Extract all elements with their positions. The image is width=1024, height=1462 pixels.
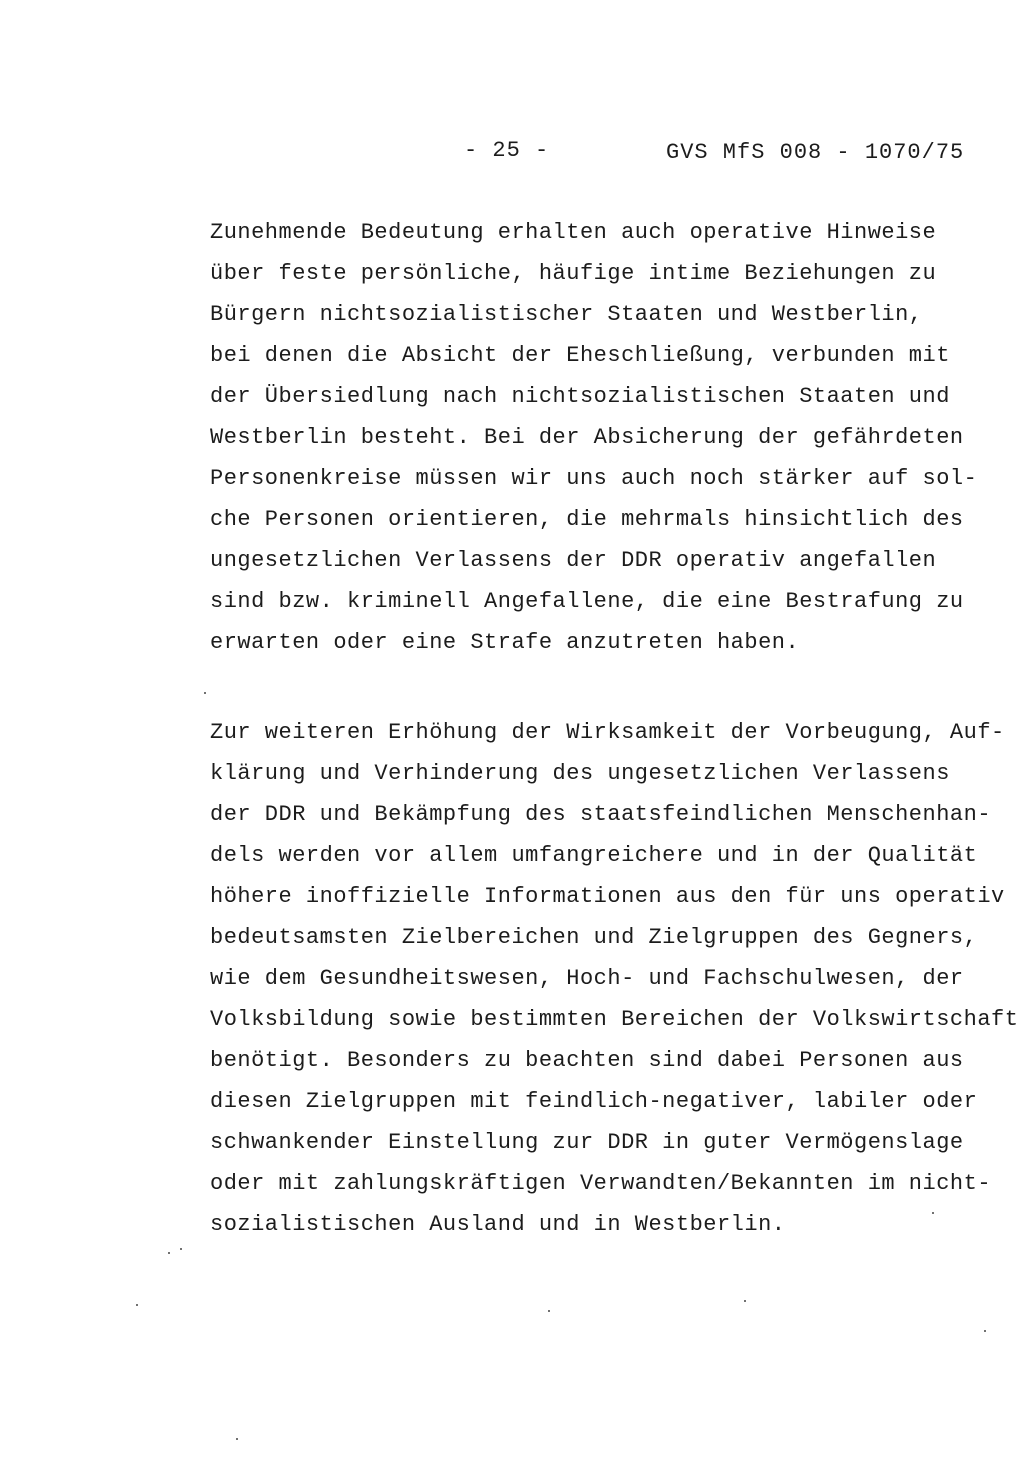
text-line: diesen Zielgruppen mit feindlich-negativer, labiler oder [210, 1089, 978, 1114]
text-line: über feste persönliche, häufige intime Beziehungen zu [210, 261, 937, 286]
scan-speck [744, 1300, 746, 1302]
text-line: Zunehmende Bedeutung erhalten auch operative Hinweise [210, 220, 937, 245]
paragraph-1 [210, 212, 980, 663]
text-line: bei denen die Absicht der Eheschließung, verbunden mit [210, 343, 950, 368]
text-line: wie dem Gesundheitswesen, Hoch- und Fachschulwesen, der [210, 966, 964, 991]
scan-speck [236, 1438, 238, 1440]
scan-speck [180, 1248, 182, 1250]
text-line: che Personen orientieren, die mehrmals hinsichtlich des [210, 507, 964, 532]
document-reference: GVS MfS 008 - 1070/75 [666, 140, 965, 165]
scan-speck [984, 1330, 986, 1332]
text-line: Zur weiteren Erhöhung der Wirksamkeit der Vorbeugung, Auf- [210, 720, 1005, 745]
scan-speck [136, 1304, 138, 1306]
text-line: Volksbildung sowie bestimmten Bereichen der Volkswirtschaft [210, 1007, 1019, 1032]
text-line: Westberlin besteht. Bei der Absicherung der gefährdeten [210, 425, 964, 450]
text-line: oder mit zahlungskräftigen Verwandten/Bekannten im nicht- [210, 1171, 992, 1196]
text-line: erwarten oder eine Strafe anzutreten haben. [210, 630, 800, 655]
text-line: schwankender Einstellung zur DDR in guter Vermögenslage [210, 1130, 964, 1155]
text-line: sozialistischen Ausland und in Westberlin. [210, 1212, 786, 1237]
scan-speck [548, 1310, 550, 1312]
page-number: - 25 - [464, 138, 550, 163]
text-line: Bürgern nichtsozialistischer Staaten und Westberlin, [210, 302, 923, 327]
text-line: höhere inoffizielle Informationen aus den für uns operativ [210, 884, 1005, 909]
paragraph-2 [210, 712, 1019, 1245]
text-line: benötigt. Besonders zu beachten sind dabei Personen aus [210, 1048, 964, 1073]
text-line: der Übersiedlung nach nichtsozialistischen Staaten und [210, 384, 950, 409]
text-line: sind bzw. kriminell Angefallene, die eine Bestrafung zu [210, 589, 964, 614]
scan-speck [168, 1252, 170, 1254]
scan-speck [204, 692, 206, 694]
text-line: bedeutsamsten Zielbereichen und Zielgruppen des Gegners, [210, 925, 978, 950]
text-line: ungesetzlichen Verlassens der DDR operativ angefallen [210, 548, 937, 573]
text-line: Personenkreise müssen wir uns auch noch stärker auf sol- [210, 466, 978, 491]
text-line: dels werden vor allem umfangreichere und in der Qualität [210, 843, 978, 868]
text-line: klärung und Verhinderung des ungesetzlichen Verlassens [210, 761, 950, 786]
text-line: der DDR und Bekämpfung des staatsfeindlichen Menschenhan- [210, 802, 992, 827]
scan-speck [932, 1212, 934, 1214]
